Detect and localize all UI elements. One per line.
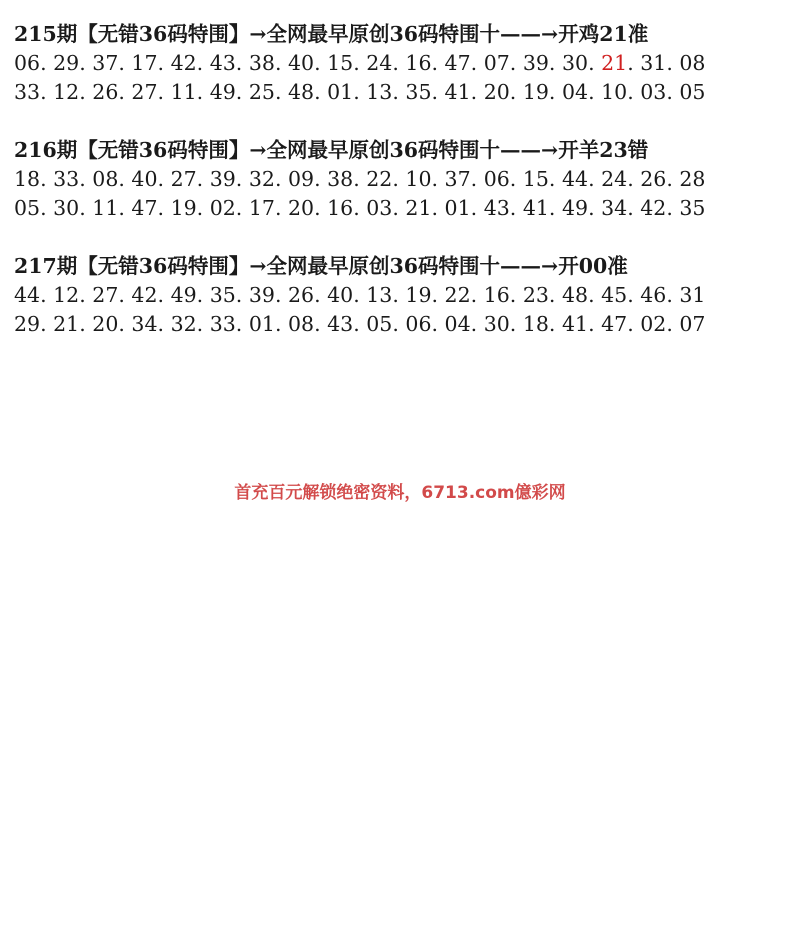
separator: . [235,167,249,191]
separator: . [353,80,367,104]
separator: . [118,167,132,191]
separator: . [274,167,288,191]
separator: . [509,283,523,307]
separator: . [40,196,54,220]
number-row [14,78,794,107]
number-cell: 45 [601,283,628,307]
separator: . [235,312,249,336]
separator: . [196,167,210,191]
number-cell: 22 [366,167,393,191]
number-cell: 03 [366,196,393,220]
period-section-217 [14,252,794,339]
separator: . [588,51,602,75]
separator: . [666,167,680,191]
number-cell: 03 [640,80,667,104]
separator: . [509,51,523,75]
number-cell: 04 [561,80,589,104]
separator: . [353,312,367,336]
number-cell: 47 [131,196,158,220]
period-header: 216期【无错36码特围】→全网最早原创36码特围十——→开羊23错 [14,138,649,162]
number-cell: 12 [53,283,80,307]
separator: . [196,196,210,220]
number-cell: 04 [444,312,471,336]
number-cell: 15 [522,167,549,191]
period-section-216 [14,136,794,223]
number-cell: 47 [601,312,628,336]
number-cell: 49 [170,283,197,307]
separator: . [509,312,523,336]
separator: . [235,283,249,307]
number-cell: 34 [601,196,628,220]
separator: . [588,196,602,220]
separator: . [431,196,445,220]
number-cell: 16 [483,283,510,307]
number-cell: 11 [92,196,119,220]
number-cell: 42 [170,51,197,75]
number-row [14,310,794,339]
separator: . [353,51,367,75]
number-cell: 11 [170,80,197,104]
separator: . [588,80,602,104]
number-cell: 26 [92,80,119,104]
separator: . [196,312,210,336]
number-cell: 08 [287,312,315,336]
number-cell: 18 [14,167,41,191]
separator: . [392,196,406,220]
number-cell: 29 [14,312,41,336]
separator: . [79,312,93,336]
separator: . [470,51,484,75]
separator: . [509,196,523,220]
separator: . [392,167,406,191]
separator: . [588,312,602,336]
number-cell: 40 [287,51,315,75]
number-cell: 40 [327,283,354,307]
separator: . [666,283,680,307]
number-cell: 42 [131,283,158,307]
separator: . [40,80,54,104]
number-cell: 37 [92,51,119,75]
number-cell: 05 [679,80,706,104]
number-row [14,194,794,223]
number-cell: 06 [14,51,41,75]
number-cell: 41 [561,312,589,336]
number-row [14,281,794,310]
separator: . [353,196,367,220]
number-cell: 26 [640,167,667,191]
separator: . [118,312,132,336]
number-cell: 31 [679,283,706,307]
number-cell: 41 [522,196,549,220]
separator: . [470,167,484,191]
separator: . [353,167,367,191]
number-cell: 19 [170,196,197,220]
number-cell: 26 [287,283,315,307]
separator: . [548,167,562,191]
separator: . [509,167,523,191]
separator: . [79,196,93,220]
number-cell: 05 [14,196,41,220]
number-cell: 17 [131,51,158,75]
separator: . [314,196,328,220]
separator: . [157,283,171,307]
number-cell: 38 [327,167,354,191]
number-cell: 21 [405,196,432,220]
separator: . [666,80,680,104]
number-cell: 33 [209,312,236,336]
number-cell: 49 [561,196,589,220]
number-cell: 02 [640,312,667,336]
number-cell: 39 [209,167,236,191]
separator: . [118,196,132,220]
separator: . [274,196,288,220]
number-cell: 18 [522,312,549,336]
number-cell: 20 [287,196,315,220]
separator: . [235,80,249,104]
document-body [14,20,794,368]
number-cell: 01 [444,196,471,220]
separator: . [627,312,641,336]
separator: . [40,167,54,191]
number-cell: 24 [601,167,628,191]
separator: . [157,51,171,75]
separator: . [627,167,641,191]
number-cell: 28 [679,167,706,191]
number-cell: 35 [679,196,706,220]
number-cell: 09 [287,167,315,191]
number-cell: 20 [483,80,510,104]
number-cell: 42 [640,196,667,220]
separator: . [666,312,680,336]
number-cell: 19 [522,80,549,104]
number-cell: 12 [53,80,80,104]
separator: . [274,312,288,336]
separator: . [627,283,641,307]
number-cell: 41 [444,80,471,104]
separator: . [470,283,484,307]
number-cell: 17 [248,196,275,220]
number-cell: 43 [483,196,510,220]
separator: . [79,51,93,75]
separator: . [392,80,406,104]
number-cell: 27 [131,80,158,104]
separator: . [314,51,328,75]
separator: . [157,80,171,104]
number-cell: 30 [483,312,510,336]
number-cell: 20 [92,312,119,336]
separator: . [588,283,602,307]
number-cell: 29 [53,51,80,75]
number-cell: 23 [522,283,549,307]
separator: . [509,80,523,104]
separator: . [588,167,602,191]
separator: . [274,51,288,75]
separator: . [157,312,171,336]
number-cell: 40 [131,167,158,191]
separator: . [314,312,328,336]
number-cell: 21 [53,312,80,336]
number-cell: 30 [53,196,80,220]
separator: . [314,80,328,104]
number-cell: 31 [640,51,667,75]
number-cell: 37 [444,167,471,191]
number-cell: 27 [92,283,119,307]
period-section-215 [14,20,794,107]
number-cell: 43 [209,51,236,75]
separator: . [79,283,93,307]
number-cell: 07 [679,312,706,336]
separator: . [431,80,445,104]
number-cell: 08 [92,167,119,191]
separator: . [470,196,484,220]
separator: . [196,283,210,307]
separator: . [157,196,171,220]
separator: . [392,283,406,307]
separator: . [666,51,680,75]
number-row [14,49,794,78]
separator: . [118,51,132,75]
separator: . [235,196,249,220]
number-cell: 07 [483,51,510,75]
separator: . [392,51,406,75]
separator: . [314,283,328,307]
number-cell: 46 [640,283,667,307]
separator: . [40,51,54,75]
number-cell: 21 [601,51,628,75]
number-cell: 35 [405,80,432,104]
separator: . [548,283,562,307]
number-cell: 13 [366,283,393,307]
separator: . [79,167,93,191]
number-cell: 39 [248,283,275,307]
separator: . [627,51,641,75]
number-cell: 06 [405,312,432,336]
separator: . [40,312,54,336]
number-cell: 32 [248,167,275,191]
separator: . [274,80,288,104]
separator: . [431,312,445,336]
separator: . [431,283,445,307]
separator: . [118,283,132,307]
number-cell: 43 [327,312,354,336]
number-cell: 16 [327,196,354,220]
number-cell: 48 [287,80,315,104]
number-cell: 25 [248,80,275,104]
number-cell: 38 [248,51,275,75]
separator: . [627,80,641,104]
promo-footer-text: 首充百元解锁绝密资料，6713.com億彩网 [234,483,566,503]
number-cell: 34 [131,312,158,336]
number-cell: 49 [209,80,236,104]
number-cell: 48 [561,283,589,307]
number-cell: 33 [53,167,80,191]
number-cell: 30 [561,51,589,75]
separator: . [627,196,641,220]
number-cell: 06 [483,167,510,191]
number-cell: 35 [209,283,236,307]
number-cell: 47 [444,51,471,75]
number-cell: 02 [209,196,236,220]
period-header: 217期【无错36码特围】→全网最早原创36码特围十——→开00准 [14,254,628,278]
separator: . [548,51,562,75]
separator: . [314,167,328,191]
number-cell: 27 [170,167,197,191]
number-cell: 44 [14,283,41,307]
period-header: 215期【无错36码特围】→全网最早原创36码特围十——→开鸡21准 [14,22,649,46]
number-cell: 15 [327,51,354,75]
number-cell: 44 [561,167,589,191]
number-cell: 10 [405,167,432,191]
separator: . [548,196,562,220]
separator: . [79,80,93,104]
number-row [14,165,794,194]
separator: . [196,51,210,75]
number-cell: 32 [170,312,197,336]
separator: . [40,283,54,307]
separator: . [548,80,562,104]
number-cell: 24 [366,51,393,75]
separator: . [118,80,132,104]
number-cell: 16 [405,51,432,75]
separator: . [666,196,680,220]
separator: . [470,312,484,336]
number-cell: 10 [601,80,628,104]
separator: . [157,167,171,191]
number-cell: 08 [679,51,706,75]
number-cell: 39 [522,51,549,75]
separator: . [235,51,249,75]
separator: . [392,312,406,336]
separator: . [548,312,562,336]
number-cell: 01 [327,80,354,104]
number-cell: 22 [444,283,471,307]
separator: . [470,80,484,104]
number-cell: 19 [405,283,432,307]
separator: . [274,283,288,307]
number-cell: 33 [14,80,41,104]
number-cell: 01 [248,312,275,336]
number-cell: 05 [366,312,393,336]
separator: . [431,167,445,191]
separator: . [353,283,367,307]
separator: . [196,80,210,104]
separator: . [431,51,445,75]
number-cell: 13 [366,80,393,104]
